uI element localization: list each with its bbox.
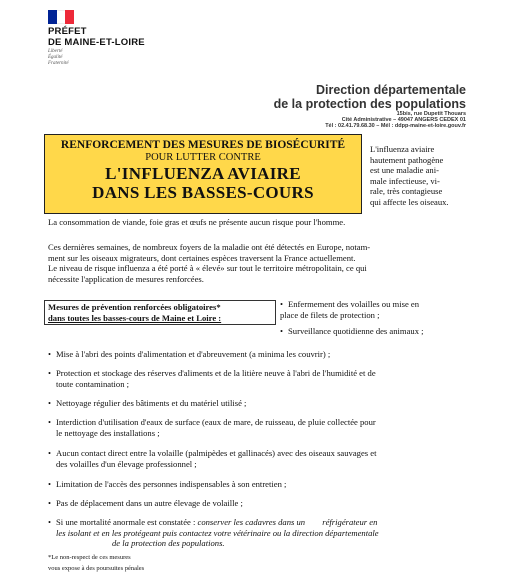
right-bullet-2 — [280, 326, 470, 337]
side-line: hautement pathogène — [370, 154, 444, 165]
bullet-item — [48, 349, 466, 360]
bullet-text: le nettoyage des installations ; — [56, 427, 160, 438]
motto-fraternite: Fraternité — [48, 61, 69, 66]
bullet-item — [48, 417, 466, 438]
side-line: L'influenza aviaire — [370, 144, 435, 154]
context-paragraph — [48, 242, 468, 284]
header-contact: Tél : 02.41.79.68.30 – Mél : ddpp-maine-et-loire.gouv.fr — [325, 123, 466, 129]
measures-heading-box — [44, 300, 276, 325]
mortality-instruction-3: de la protection des populations. — [112, 538, 225, 548]
bullet-icon: • — [48, 398, 52, 408]
bullet-text: Pas de déplacement dans un autre élevage de volaille ; — [56, 498, 243, 508]
consumption-note: La consommation de viande, foie gras et œufs ne présente aucun risque pour l'homme. — [48, 217, 346, 227]
flag-blue — [48, 10, 57, 24]
bullet-icon: • — [48, 517, 52, 527]
bullet-text — [112, 538, 466, 549]
flag-red — [65, 10, 74, 24]
side-line: male infectieuse, vi- — [370, 175, 440, 186]
side-line: rale, très contagieuse — [370, 186, 443, 196]
bullet-text: Aucun contact direct entre la volaille (palmipèdes et gallinacés) avec des oiseaux sauvages et — [56, 448, 377, 458]
side-line: qui affecte les oiseaux. — [370, 196, 449, 207]
measures-heading-1: Mesures de prévention renforcées obligatoires* — [48, 302, 221, 312]
bullet-item — [48, 368, 466, 389]
flag-white — [57, 10, 66, 24]
bullet-text: Protection et stockage des réserves d'aliments et de la litière neuve à l'abri de l'humidité et de — [56, 368, 376, 378]
context-line: ment sur les oiseaux migrateurs, dont certaines espèces traversent la France actuellement. — [48, 252, 356, 263]
bullet-text: Mise à l'abri des points d'alimentation et d'abreuvement (a minima les couvrir) ; — [56, 349, 331, 359]
bullet-text: Enfermement des volailles ou mise en — [288, 299, 420, 309]
bullet-text — [56, 528, 466, 539]
bullet-item-mortality — [48, 517, 466, 549]
bullet-icon: • — [48, 448, 52, 458]
bullet-item — [48, 398, 466, 409]
title-banner — [44, 134, 362, 214]
bullet-text: toute contamination ; — [56, 378, 130, 389]
mortality-instruction-1: conserver les cadavres dans un réfrigérateur en — [197, 517, 378, 527]
bullet-text: Interdiction d'utilisation d'eaux de surface (eaux de mare, de ruisseau, de pluie collectée pour — [56, 417, 376, 427]
bullet-text — [56, 517, 466, 528]
bullet-text: Limitation de l'accès des personnes indispensables à son entretien ; — [56, 479, 287, 489]
mortality-lead: Si une mortalité anormale est constatée : — [56, 517, 198, 527]
header-address-2: Cité Administrative – 49047 ANGERS CEDEX 01 — [341, 117, 466, 123]
header-title-2: de la protection des populations — [273, 97, 466, 111]
context-line: Ces dernières semaines, de nombreux foyers de la maladie ont été détectés en Europe, notam- — [48, 242, 371, 252]
bullet-item — [48, 448, 466, 469]
bullet-text: Nettoyage régulier des bâtiments et du matériel utilisé ; — [56, 398, 247, 408]
mortality-instruction-2: les isolant et en les protégeant puis contactez votre vétérinaire ou la direction départementale — [56, 527, 379, 538]
measures-heading-2: dans toutes les basses-cours de Maine et Loire : — [48, 312, 222, 323]
bullet-item — [48, 479, 466, 490]
french-flag-logo — [48, 10, 74, 24]
bullet-item — [48, 498, 466, 509]
right-bullet-1 — [280, 299, 470, 320]
prefet-label: PRÉFET — [48, 26, 87, 37]
banner-line-1: RENFORCEMENT DES MESURES DE BIOSÉCURITÉ — [60, 139, 346, 151]
footnote-line-1: *Le non-respect de ces mesures — [48, 554, 131, 561]
bullet-icon: • — [48, 349, 52, 359]
banner-line-4: DANS LES BASSES-COURS — [92, 183, 314, 202]
motto-egalite: Égalité — [48, 55, 63, 60]
motto-liberte: Liberté — [48, 49, 63, 54]
header-title-1: Direction départementale — [315, 83, 466, 97]
bullet-icon: • — [48, 417, 52, 427]
bullet-icon: • — [48, 479, 52, 489]
bullet-text: des volailles d'un élevage professionnel ; — [56, 458, 197, 469]
bullet-icon: • — [48, 498, 52, 508]
header-block — [274, 83, 466, 129]
banner-line-3: L'INFLUENZA AVIAIRE — [105, 164, 301, 183]
bullet-icon: • — [280, 299, 284, 309]
banner-line-2: POUR LUTTER CONTRE — [145, 152, 261, 163]
bullet-text: Surveillance quotidienne des animaux ; — [288, 326, 424, 336]
header-address-1: 15bis, rue Dupetit Thouars — [396, 111, 466, 117]
bullet-icon: • — [48, 368, 52, 378]
bullet-icon: • — [280, 326, 284, 336]
footnote-line-2: vous expose à des poursuites pénales — [48, 565, 145, 572]
side-description — [370, 144, 466, 207]
context-line: nécessite l'application de mesures renforcées. — [48, 273, 204, 284]
context-line: Le niveau de risque influenza a été porté à « élevé» sur tout le territoire métropolitain, ce qui — [48, 263, 367, 273]
bullet-text: place de filets de protection ; — [280, 309, 380, 320]
side-line: est une maladie ani- — [370, 165, 439, 175]
department-label: DE MAINE-ET-LOIRE — [48, 37, 145, 48]
